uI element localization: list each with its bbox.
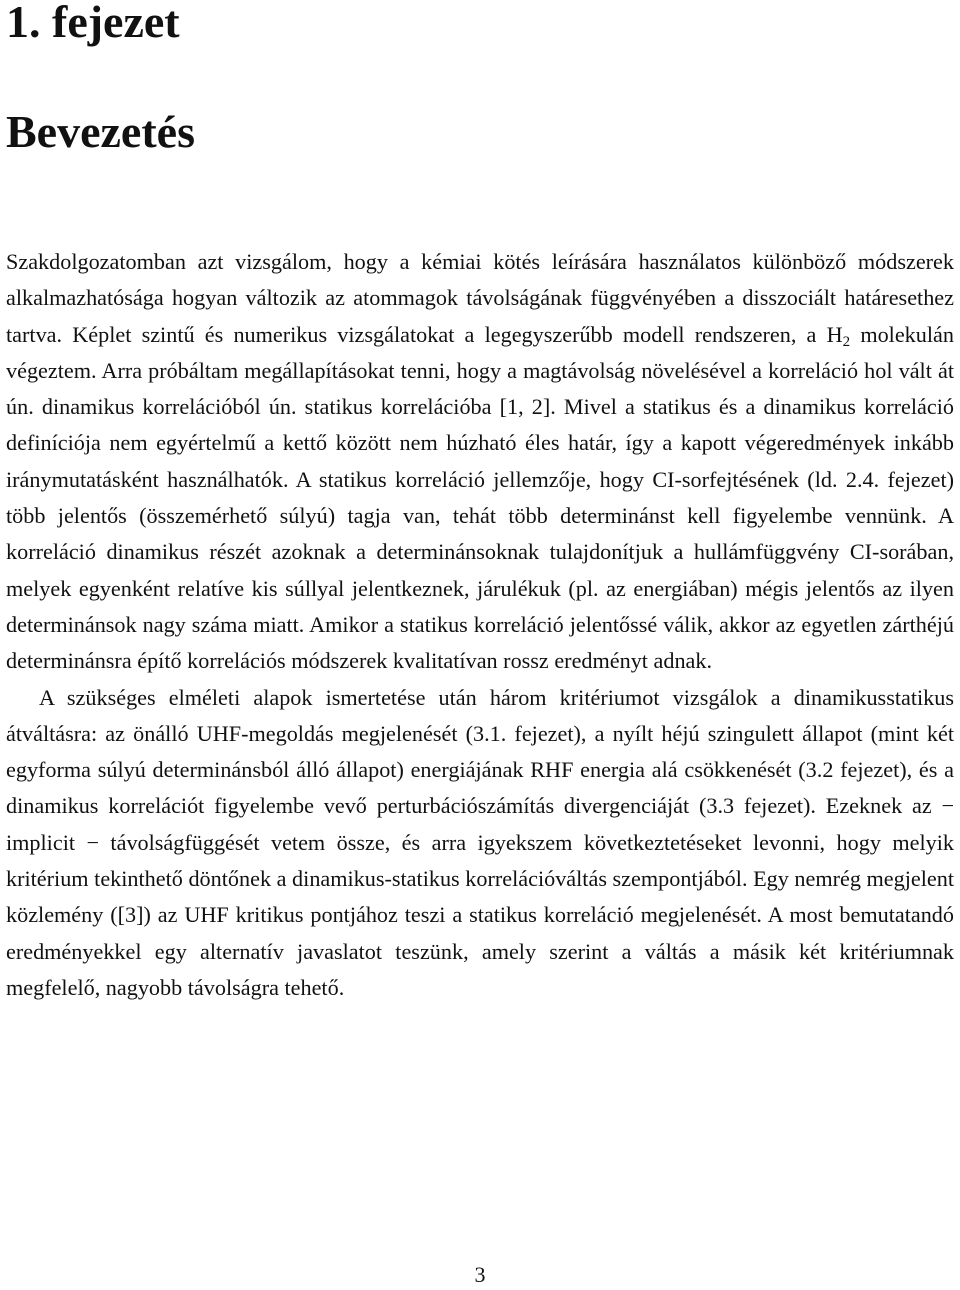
text-segment: molekulán végeztem. Arra próbáltam megállapításokat tenni, hogy a magtávolság növelésével a korreláció hol vált át ún. dinamikus korrelációból ún. statikus korrelációba [1, 2]. Mivel a statikus és a dinamikus korreláció definíciója nem egyértelmű a kettő között nem húzható éles határ, így a kapott végeredmények inkább iránymutatásként használhatók. A statikus korreláció jellemzője, hogy CI-sorfejtésének (ld. 2.4. fejezet) több jelentős (összemérhető súlyú) tagja van, tehát több determinánst kell figyelembe vennünk. A korreláció dinamikus részét azoknak a determinánsoknak tulajdonítjuk a hullámfüggvény CI-sorában, melyek egyenként relatíve kis súllyal jelentkeznek, járulékuk (pl. az energiában) mégis jelentős az ilyen determinánsok nagy száma miatt. Amikor a statikus korreláció jelentőssé válik, akkor az egyetlen zárthéjú determinánsra építő korrelációs módszerek kvalitatívan rossz eredményt adnak.	[6, 321, 954, 674]
text-segment: A szükséges elméleti alapok ismertetése után három kritériumot vizsgálok a dinamikusstatikus átváltásra: az önálló UHF-megoldás megjelenését (3.1. fejezet), a nyílt héjú szingulett állapot (mint két egyforma súlyú determinánsból álló állapot) energiájának RHF energia alá csökkenését (3.2 fejezet), és a dinamikus korrelációt figyelembe vevő perturbációszámítás divergenciáját (3.3 fejezet). Ezeknek az − implicit − távolságfüggését vetem össze, és arra igyekszem következtetéseket levonni, hogy melyik kritérium tekinthető döntőnek a dinamikus-statikus korrelációváltás szempontjából. Egy nemrég megjelent közlemény ([3]) az UHF kritikus pontjához teszi a statikus korreláció megjelenését. A most bemutatandó eredményekkel egy alternatív javaslatot teszünk, amely szerint a váltás a másik két kritériumnak megfelelő, nagyobb távolságra tehető.	[6, 684, 954, 1000]
subscript: 2	[842, 333, 851, 350]
text-segment: Szakdolgozatomban azt vizsgálom, hogy a kémiai kötés leírására használatos különböző módszerek alkalmazhatósága hogyan változik az atommagok távolságának függvényében a disszociált határesethez tartva. Képlet szintű és numerikus vizsgálatokat a legegyszerűbb modell rendszeren, a H	[6, 249, 954, 347]
page-number: 3	[474, 1262, 486, 1287]
chapter-label: 1. fejezet	[6, 0, 180, 47]
chapter-title: Bevezetés	[6, 106, 195, 157]
paragraph	[6, 244, 954, 680]
paragraph	[6, 680, 954, 1007]
body-text	[6, 244, 954, 1006]
